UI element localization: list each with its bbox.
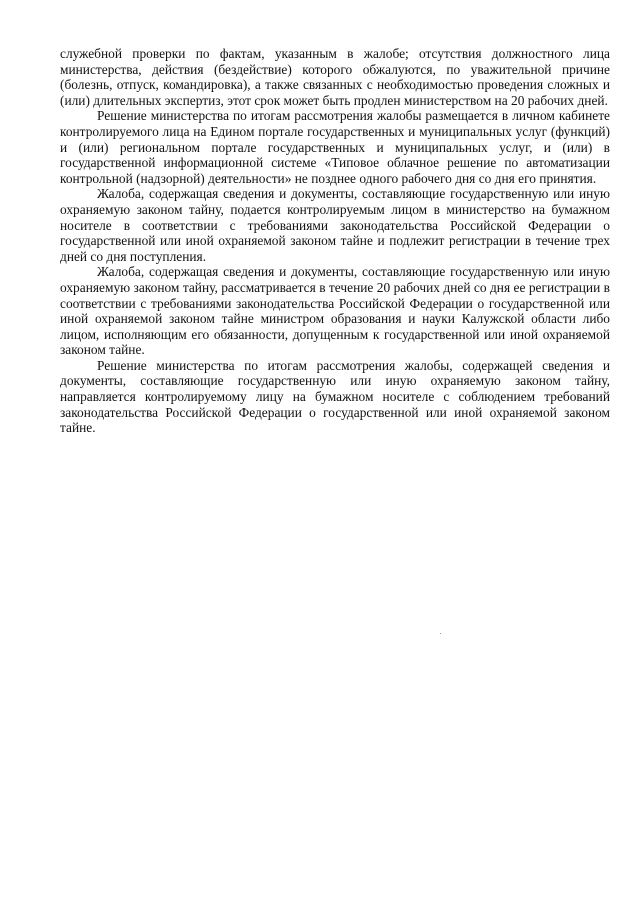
paragraph-secret-complaint-filing: Жалоба, содержащая сведения и документы, составляющие государственную или иную охраняемую законом тайну, подается контролируемым лицом в министерство на бумажном носителе в соответствии с требованиями законодательства Российской Федерации о государственной или иной охраняемой законом тайне и подлежит регистрации в течение трех дней со дня поступления. bbox=[60, 186, 610, 264]
paragraph-continuation: служебной проверки по фактам, указанным в жалобе; отсутствия должностного лица министерства, действия (бездействие) которого обжалуются, по уважительной причине (болезнь, отпуск, командировка), а также связанных с необходимостью проведения сложных и (или) длительных экспертиз, этот срок может быть продлен министерством на 20 рабочих дней. bbox=[60, 46, 610, 108]
paragraph-decision-publication: Решение министерства по итогам рассмотрения жалобы размещается в личном кабинете контролируемого лица на Едином портале государственных и муниципальных услуг (функций) и (или) региональном портале государственных и муниципальных услуг, и (или) в государственной информационной системе «Типовое облачное решение по автоматизации контрольной (надзорной) деятельности» не позднее одного рабочего дня со дня его принятия. bbox=[60, 108, 610, 186]
scan-speck bbox=[440, 633, 441, 634]
paragraph-secret-complaint-review: Жалоба, содержащая сведения и документы, составляющие государственную или иную охраняемую законом тайну, рассматривается в течение 20 рабочих дней со дня ее регистрации в соответствии с требованиями законодательства Российской Федерации о государственной или иной охраняемой законом тайне министром образования и науки Калужской области либо лицом, исполняющим его обязанности, допущенным к государственной или иной охраняемой законом тайне. bbox=[60, 264, 610, 358]
paragraph-secret-decision-delivery: Решение министерства по итогам рассмотрения жалобы, содержащей сведения и документы, составляющие государственную или иную охраняемую законом тайну, направляется контролируемому лицу на бумажном носителе с соблюдением требований законодательства Российской Федерации о государственной или иной охраняемой законом тайне. bbox=[60, 357, 610, 436]
document-body bbox=[60, 46, 610, 436]
